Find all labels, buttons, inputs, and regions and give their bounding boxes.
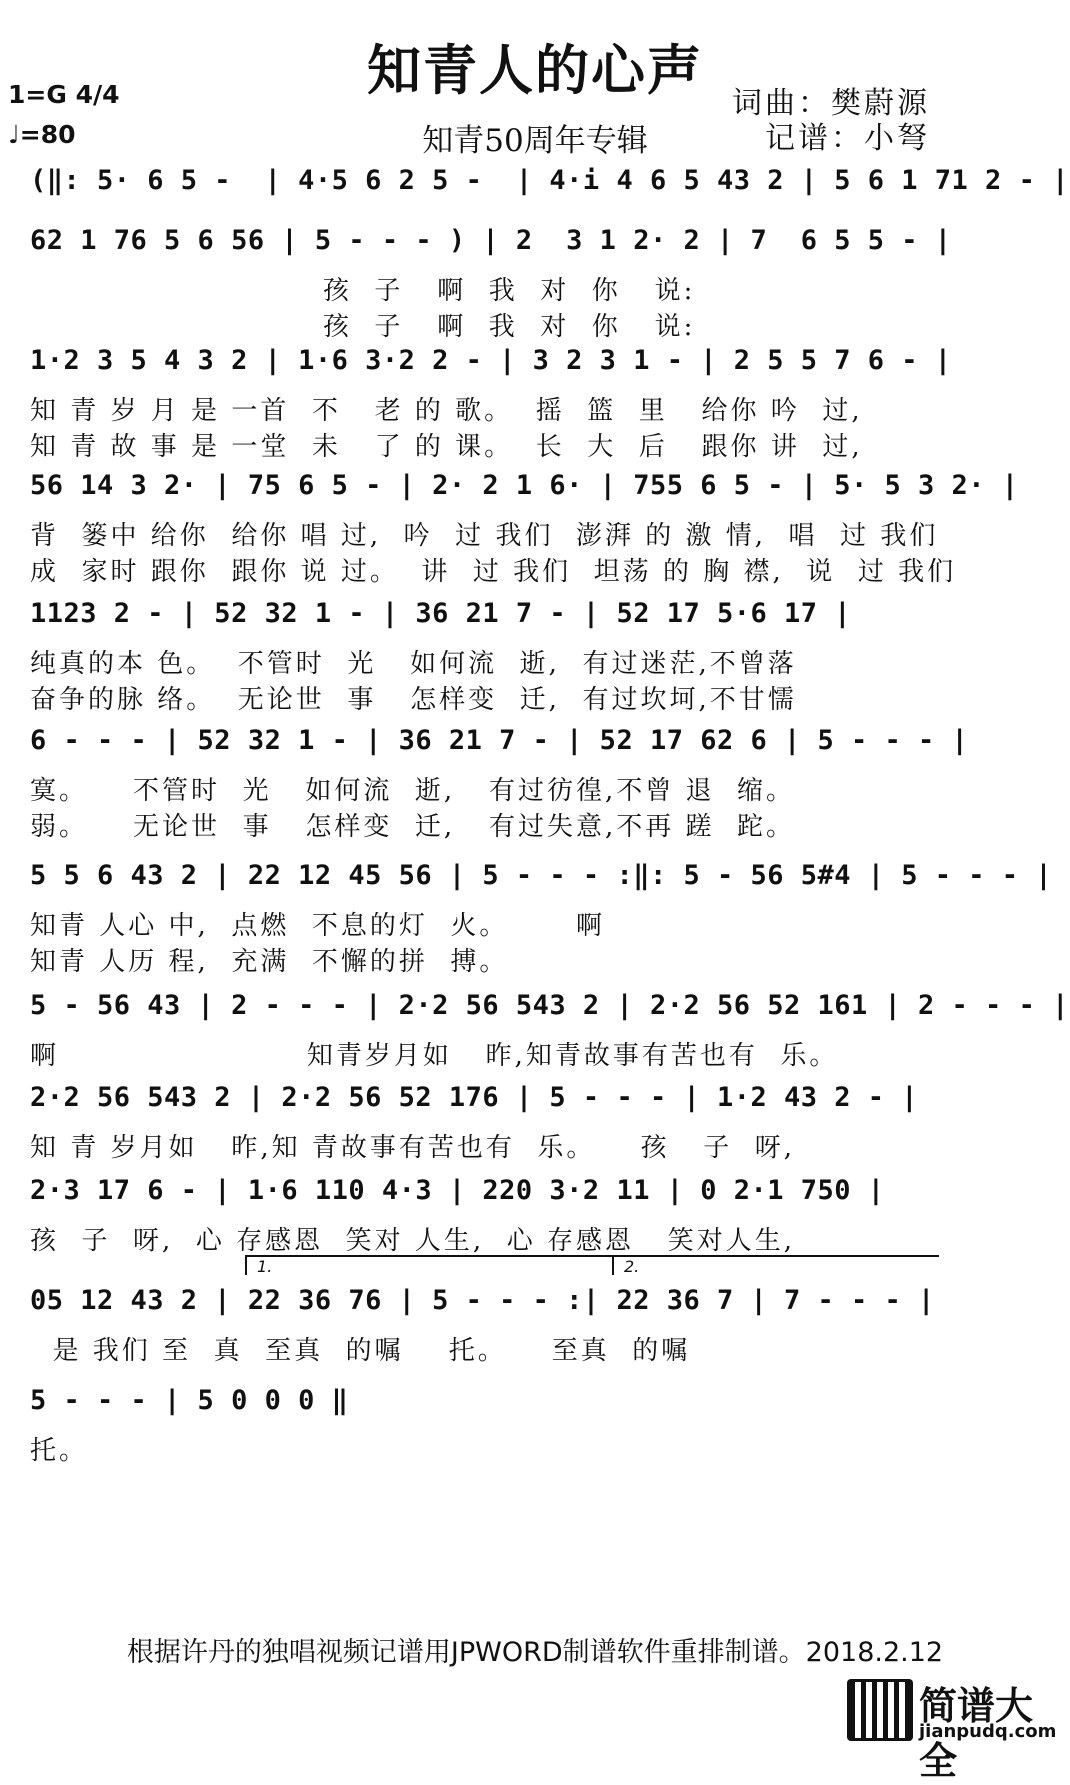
lyric-line: 孩 子 啊 我 对 你 说: [30, 312, 696, 342]
lyric-line: 成 家时 跟你 跟你 说 过。 讲 过 我们 坦荡 的 胸 襟, 说 过 我们 [30, 557, 957, 587]
lyric-line: 孩 子 呀, 心 存感恩 笑对 人生, 心 存感恩 笑对人生, [30, 1226, 796, 1256]
lyric-line: 啊 知青岁月如 昨,知青故事有苦也有 乐。 [30, 1041, 839, 1071]
notation-line: 2·3 17 6 - | 1·6 110 4·3 | 220 3·2 11 | 0 2·1 750 | [30, 1175, 885, 1206]
notation-line: 6 - - - | 52 32 1 - | 36 21 7 - | 52 17 62 6 | 5 - - - | [30, 725, 969, 756]
transcriber-credit: 记谱：小弩 [765, 121, 930, 156]
volta-second: 2. [612, 1255, 939, 1275]
lyric-line: 托。 [30, 1436, 89, 1466]
notation-line: (‖: 5· 6 5 - | 4·5 6 2 5 - | 4·i 4 6 5 43 2 | 5 6 1 71 2 - | [30, 165, 1069, 196]
tempo-marking: ♩=80 [8, 120, 76, 149]
lyric-line: 寞。 不管时 光 如何流 逝, 有过彷徨,不曾 退 缩。 [30, 776, 796, 806]
notation-line: 2·2 56 543 2 | 2·2 56 52 176 | 5 - - - | 1·2 43 2 - | [30, 1082, 919, 1113]
logo-name: 简谱大全 [919, 1684, 1034, 1783]
page-title: 知青人的心声 [367, 39, 703, 102]
lyric-line: 是 我们 至 真 至真 的嘱 托。 至真 的嘱 [30, 1336, 691, 1366]
lyric-line: 弱。 无论世 事 怎样变 迁, 有过失意,不再 蹉 跎。 [30, 812, 796, 842]
lyric-line: 知 青 故 事 是 一堂 未 了 的 课。 长 大 后 跟你 讲 过, [30, 432, 863, 462]
notation-line: 56 14 3 2· | 75 6 5 - | 2· 2 1 6· | 755 6 5 - | 5· 5 3 2· | [30, 470, 1019, 501]
lyric-line: 背 篓中 给你 给你 唱 过, 吟 过 我们 澎湃 的 激 情, 唱 过 我们 [30, 521, 939, 551]
piano-keys-icon [847, 1679, 913, 1741]
key-signature: 1=G 4/4 [8, 80, 120, 109]
notation-line: 5 - 56 43 | 2 - - - | 2·2 56 543 2 | 2·2 56 52 161 | 2 - - - | [30, 990, 1069, 1021]
lyric-line: 纯真的本 色。 不管时 光 如何流 逝, 有过迷茫,不曾落 [30, 649, 797, 679]
lyric-line: 知青 人历 程, 充满 不懈的拼 搏。 [30, 947, 509, 977]
lyric-line: 知青 人心 中, 点燃 不息的灯 火。 啊 [30, 911, 605, 941]
notation-line: 5 5 6 43 2 | 22 12 45 56 | 5 - - - :‖: 5 - 56 5#4 | 5 - - - | [30, 860, 1053, 891]
lyric-line: 奋争的脉 络。 无论世 事 怎样变 迁, 有过坎坷,不甘懦 [30, 685, 797, 715]
notation-line: 05 12 43 2 | 22 36 76 | 5 - - - :| 22 36 7 | 7 - - - | [30, 1285, 935, 1316]
notation-line: 62 1 76 5 6 56 | 5 - - - ) | 2 3 1 2· 2 | 7 6 5 5 - | [30, 225, 952, 256]
notation-line: 1·2 3 5 4 3 2 | 1·6 3·2 2 - | 3 2 3 1 - | 2 5 5 7 6 - | [30, 345, 952, 376]
subtitle: 知青50周年专辑 [422, 123, 648, 159]
lyric-line: 知 青 岁月如 昨,知 青故事有苦也有 乐。 孩 子 呀, [30, 1133, 796, 1163]
composer-credit: 词曲：樊蔚源 [732, 86, 930, 121]
volta-first: 1. [245, 1255, 617, 1275]
logo-url: jianpudq.com [919, 1721, 1057, 1742]
site-logo [847, 1675, 1062, 1783]
lyric-line: 知 青 岁 月 是 一首 不 老 的 歌。 摇 篮 里 给你 吟 过, [30, 396, 863, 426]
lyric-line: 孩 子 啊 我 对 你 说: [30, 276, 696, 306]
footer-note: 根据许丹的独唱视频记谱用JPWORD制谱软件重排制谱。2018.2.12 [126, 1637, 944, 1668]
notation-line: 5 - - - | 5 0 0 0 ‖ [30, 1385, 349, 1416]
notation-line: 1123 2 - | 52 32 1 - | 36 21 7 - | 52 17 5·6 17 | [30, 598, 852, 629]
